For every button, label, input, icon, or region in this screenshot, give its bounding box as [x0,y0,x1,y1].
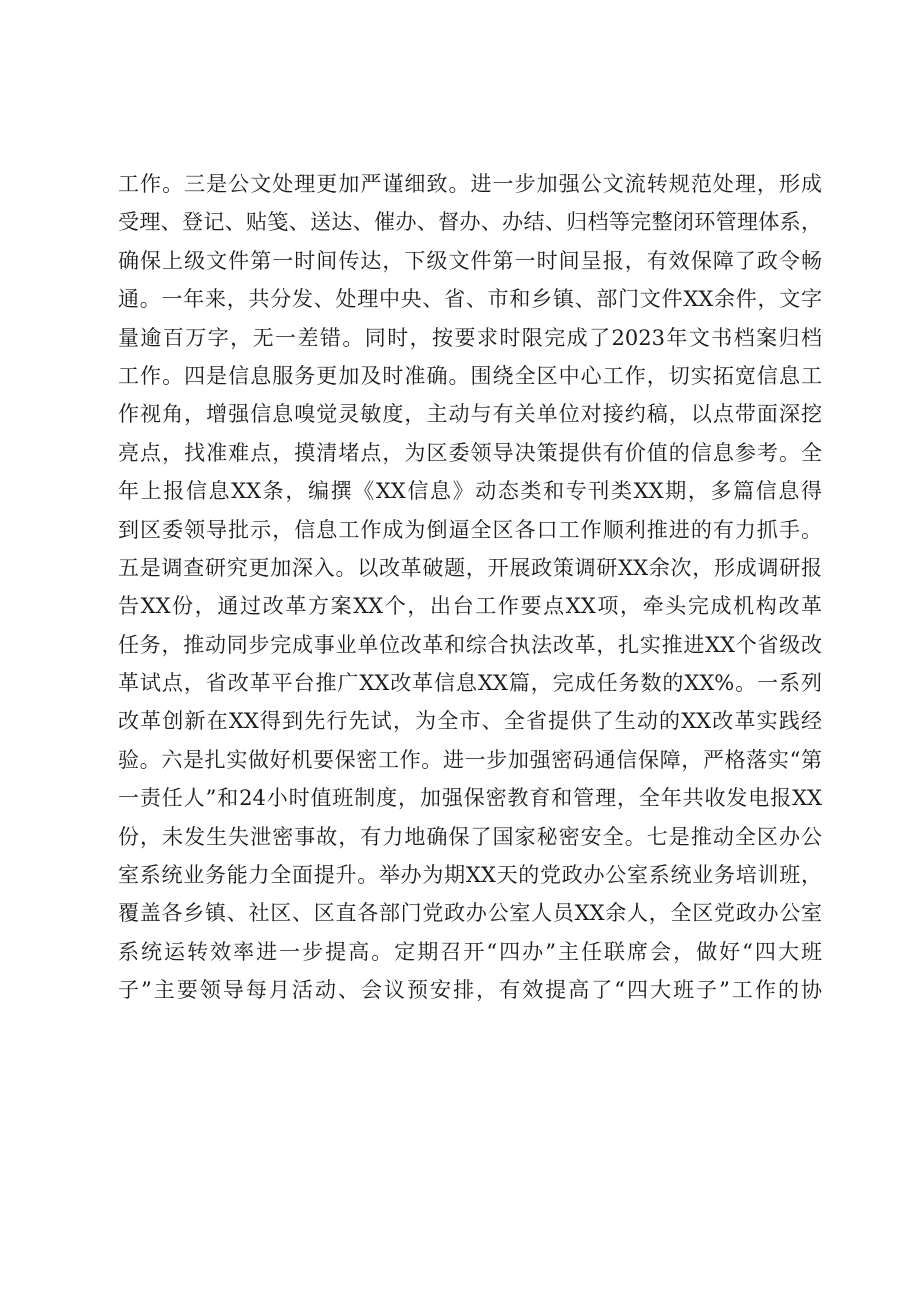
text-line: 确保上级文件第一时间传达，下级文件第一时间呈报，有效保障了政令畅 [118,248,822,273]
text-line: 工作。四是信息服务更加及时准确。围绕全区中心工作，切实拓宽信息工 [118,363,822,388]
text-line: 到区委领导批示，信息工作成为倒逼全区各口工作顺利推进的有力抓手。 [118,517,822,542]
text-line: 革试点，省改革平台推广XX改革信息XX篇，完成任务数的XX%。一系列 [118,671,822,696]
text-line: 告XX份，通过改革方案XX个，出台工作要点XX项，牵头完成机构改革 [118,594,822,619]
body-text [118,165,822,1010]
text-line: 年上报信息XX条，编撰《XX信息》动态类和专刊类XX期，多篇信息得 [118,479,822,504]
text-line: 系统运转效率进一步提高。定期召开“四办”主任联席会，做好“四大班 [118,939,822,964]
text-line: 验。六是扎实做好机要保密工作。进一步加强密码通信保障，严格落实“第 [118,747,822,772]
text-line: 室系统业务能力全面提升。举办为期XX天的党政办公室系统业务培训班， [118,863,822,888]
text-line: 量逾百万字，无一差错。同时，按要求时限完成了2023年文书档案归档 [118,325,822,350]
text-line: 亮点，找准难点，摸清堵点，为区委领导决策提供有价值的信息参考。全 [118,440,822,465]
text-line: 份，未发生失泄密事故，有力地确保了国家秘密安全。七是推动全区办公 [118,824,822,849]
text-line: 一责任人”和24小时值班制度，加强保密教育和管理，全年共收发电报XX [118,786,822,811]
text-line: 作视角，增强信息嗅觉灵敏度，主动与有关单位对接约稿，以点带面深挖 [118,402,822,427]
text-line: 覆盖各乡镇、社区、区直各部门党政办公室人员XX余人，全区党政办公室 [118,901,822,926]
text-line: 通。一年来，共分发、处理中央、省、市和乡镇、部门文件XX余件，文字 [118,287,822,312]
text-line: 任务，推动同步完成事业单位改革和综合执法改革，扎实推进XX个省级改 [118,632,822,657]
text-line: 工作。三是公文处理更加严谨细致。进一步加强公文流转规范处理，形成 [118,172,822,196]
text-line: 受理、登记、贴笺、送达、催办、督办、办结、归档等完整闭环管理体系， [118,210,822,235]
text-line: 改革创新在XX得到先行先试，为全市、全省提供了生动的XX改革实践经 [118,709,822,734]
text-line: 子”主要领导每月活动、会议预安排，有效提高了“四大班子”工作的协 [118,978,822,1003]
text-line: 五是调查研究更加深入。以改革破题，开展政策调研XX余次，形成调研报 [118,555,822,580]
